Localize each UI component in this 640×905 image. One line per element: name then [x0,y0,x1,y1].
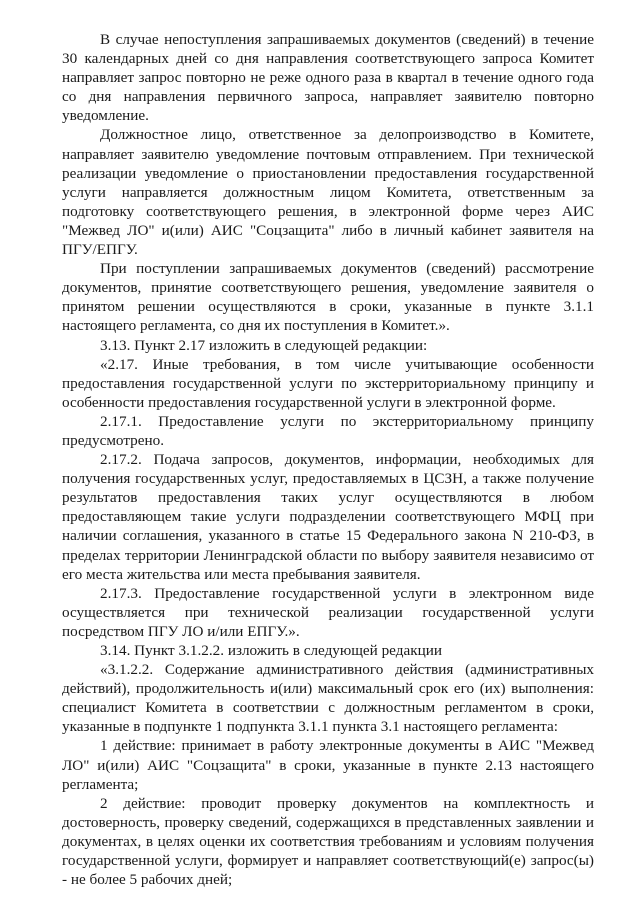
paragraph-item-3-1-2-2: «3.1.2.2. Содержание административного действия (административных действий), продолжительность и(или) максимальный срок его (их) выполнения: специалист Комитета в соответствии с должностным регламентом в сроки, указанные в подпункте 1 подпункта 3.1.1 пункта 3.1 настоящего регламента: [62,661,594,736]
paragraph-item-2-17-1: 2.17.1. Предоставление услуги по экстерриториальному принципу предусмотрено. [62,412,594,449]
paragraph-item-2-17-2: 2.17.2. Подача запросов, документов, информации, необходимых для получения государственных услуг, предоставляемых в ЦСЗН, а также получение результатов предоставления таких услуг осуществляются в любом предоставляющем такие услуги подразделении соответствующего МФЦ при наличии соглашения, указанного в статье 15 Федерального закона N 210-ФЗ, в пределах территории Ленинградской области по выбору заявителя независимо от его места жительства или места пребывания заявителя. [62,451,594,583]
paragraph-action-2: 2 действие: проводит проверку документов на комплектность и достоверность, проверку сведений, содержащихся в представленных заявлении и документах, в целях оценки их соответствия требованиям и условиям получения государственной услуги, формирует и направляет соответствующий(е) запрос(ы) - не более 5 рабочих дней; [62,794,594,889]
paragraph-item-3-14: 3.14. Пункт 3.1.2.2. изложить в следующей редакции [100,642,442,659]
paragraph-non-receipt-of-documents: В случае непоступления запрашиваемых документов (сведений) в течение 30 календарных дней со дня направления соответствующего запроса Комитет направляет запрос повторно не реже одного раза в квартал в течение одного года со дня направления первичного запроса, направляет заявителю повторно уведомление. [62,31,594,125]
paragraph-item-3-13: 3.13. Пункт 2.17 изложить в следующей редакции: [100,336,428,354]
paragraph-receipt-of-documents: При поступлении запрашиваемых документов (сведений) рассмотрение документов, принятие соответствующего решения, уведомление заявителя о принятом решении осуществляются в сроки, указанные в пункте 3.1.1 настоящего регламента, со дня их поступления в Комитет.». [62,260,594,335]
paragraph-item-2-17: «2.17. Иные требования, в том числе учитывающие особенности предоставления государственной услуги по экстерриториальному принципу и особенности предоставления государственной услуги в электронной форме. [62,355,594,411]
paragraph-official-notification: Должностное лицо, ответственное за делопроизводство в Комитете, направляет заявителю уведомление почтовым отправлением. При технической реализации уведомление о приостановлении предоставления государственной услуги направляется должностным лицом Комитета, ответственным за подготовку соответствующего решения, в электронной форме через АИС "Межвед ЛО" и(или) АИС "Соцзащита" либо в личный кабинет заявителя на ПГУ/ЕПГУ. [62,126,594,259]
document-page [62,30,594,889]
paragraph-item-2-17-3: 2.17.3. Предоставление государственной услуги в электронном виде осуществляется при технической реализации государственной услуги посредством ПГУ ЛО и/или ЕПГУ.». [62,584,594,640]
paragraph-action-1: 1 действие: принимает в работу электронные документы в АИС "Межвед ЛО" и(или) АИС "Соцзащита" в сроки, указанные в пункте 2.13 настоящего регламента; [62,737,594,793]
